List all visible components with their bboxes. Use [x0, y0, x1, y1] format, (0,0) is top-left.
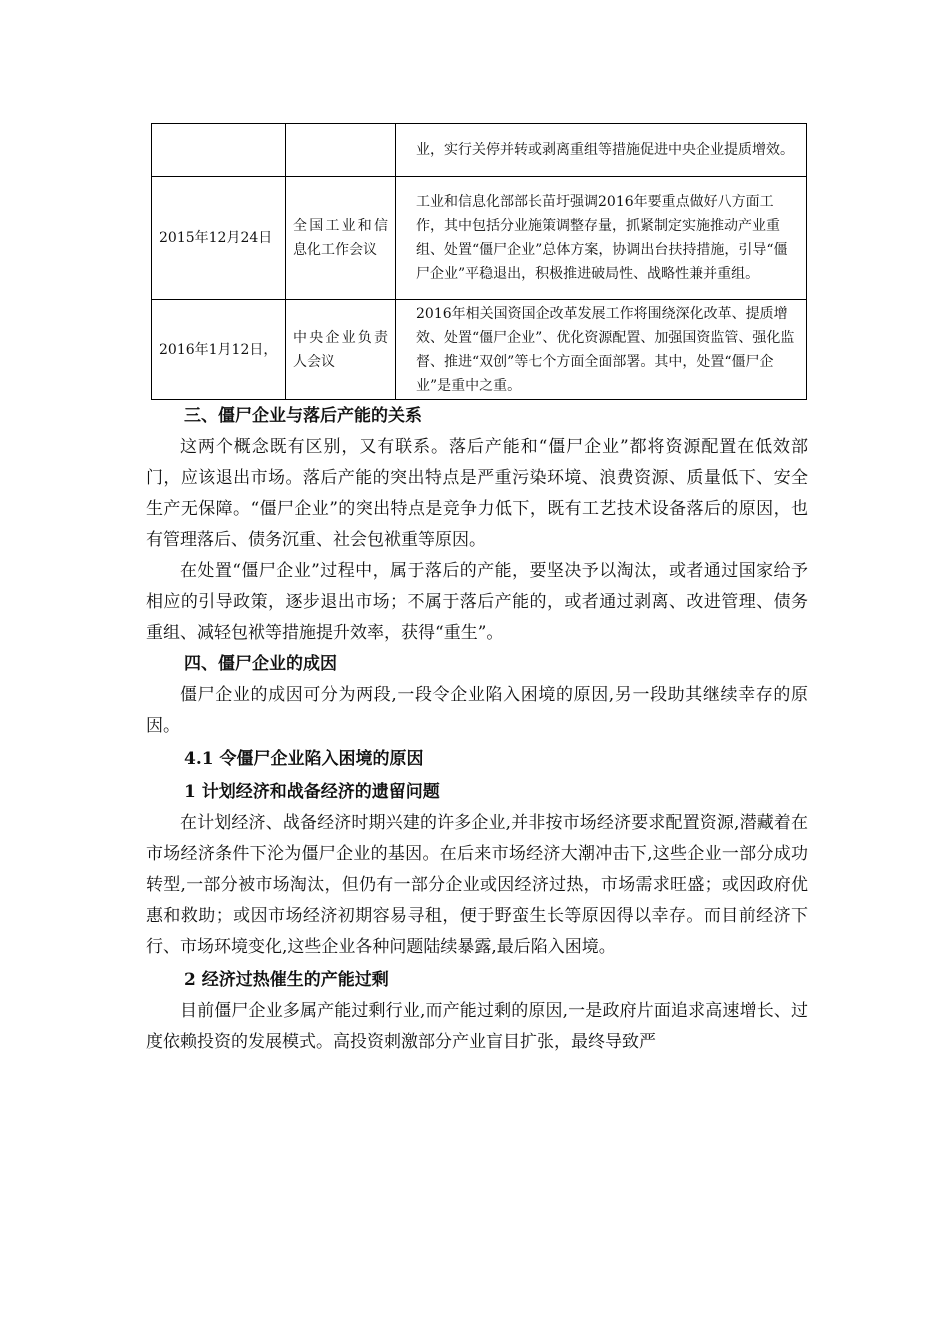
- table-row: [152, 300, 807, 400]
- paragraph: 目前僵尸企业多属产能过剩行业,而产能过剩的原因,一是政府片面追求高速增长、过度依赖投资的发展模式。高投资刺激部分产业盲目扩张，最终导致严: [146, 1001, 808, 1052]
- meeting-cell: 中央企业负责人会议: [286, 300, 396, 400]
- date-cell: 2016年1月12日，: [152, 300, 286, 400]
- date-cell: 2015年12月24日: [152, 177, 286, 300]
- paragraph: 在计划经济、战备经济时期兴建的许多企业,并非按市场经济要求配置资源,潜藏着在市场经济条件下沦为僵尸企业的基因。在后来市场经济大潮冲击下,这些企业一部分成功转型,一部分被市场淘汰，但仍有一部分企业或因经济过热，市场需求旺盛；或因政府优惠和救助；或因市场经济初期容易寻租，便于野蛮生长等原因得以幸存。而目前经济下行、市场环境变化,这些企业各种问题陆续暴露,最后陷入困境。: [146, 813, 808, 957]
- meeting-cell: [286, 124, 396, 177]
- content-cell: 工业和信息化部部长苗圩强调2016年要重点做好八方面工作，其中包括分业施策调整存量，抓紧制定实施推动产业重组、处置“僵尸企业”总体方案，协调出台扶持措施，引导“僵尸企业”平稳退出，积极推进破局性、战略性兼并重组。: [396, 177, 807, 300]
- section-heading: 三、僵尸企业与落后产能的关系: [184, 406, 422, 426]
- paragraph: 在处置“僵尸企业”过程中，属于落后的产能，要坚决予以淘汰，或者通过国家给予相应的引导政策，逐步退出市场；不属于落后产能的，或者通过剥离、改进管理、债务重组、减轻包袱等措施提升效率，获得“重生”。: [146, 561, 808, 643]
- subsection-heading: 1 计划经济和战备经济的遗留问题: [184, 782, 440, 802]
- meeting-cell: 全国工业和信息化工作会议: [286, 177, 396, 300]
- paragraph: 这两个概念既有区别，又有联系。落后产能和“僵尸企业”都将资源配置在低效部门，应该退出市场。落后产能的突出特点是严重污染环境、浪费资源、质量低下、安全生产无保障。“僵尸企业”的突出特点是竞争力低下，既有工艺技术设备落后的原因，也有管理落后、债务沉重、社会包袱重等原因。: [146, 437, 808, 550]
- table-row: [152, 177, 807, 300]
- content-cell: 业，实行关停并转或剥离重组等措施促进中央企业提质增效。: [396, 124, 807, 177]
- policy-events-table: [151, 123, 807, 400]
- table-row: [152, 124, 807, 177]
- date-cell: [152, 124, 286, 177]
- content-cell: 2016年相关国资国企改革发展工作将围绕深化改革、提质增效、处置“僵尸企业”、优化资源配置、加强国资监管、强化监督、推进“双创”等七个方面全面部署。其中，处置“僵尸企业”是重中之重。: [396, 300, 807, 400]
- document-body: [146, 401, 808, 1058]
- section-heading: 四、僵尸企业的成因: [184, 654, 337, 674]
- subsection-heading: 4.1 令僵尸企业陷入困境的原因: [184, 749, 424, 769]
- subsection-heading: 2 经济过热催生的产能过剩: [184, 970, 389, 990]
- paragraph: 僵尸企业的成因可分为两段,一段令企业陷入困境的原因,另一段助其继续幸存的原因。: [146, 685, 808, 736]
